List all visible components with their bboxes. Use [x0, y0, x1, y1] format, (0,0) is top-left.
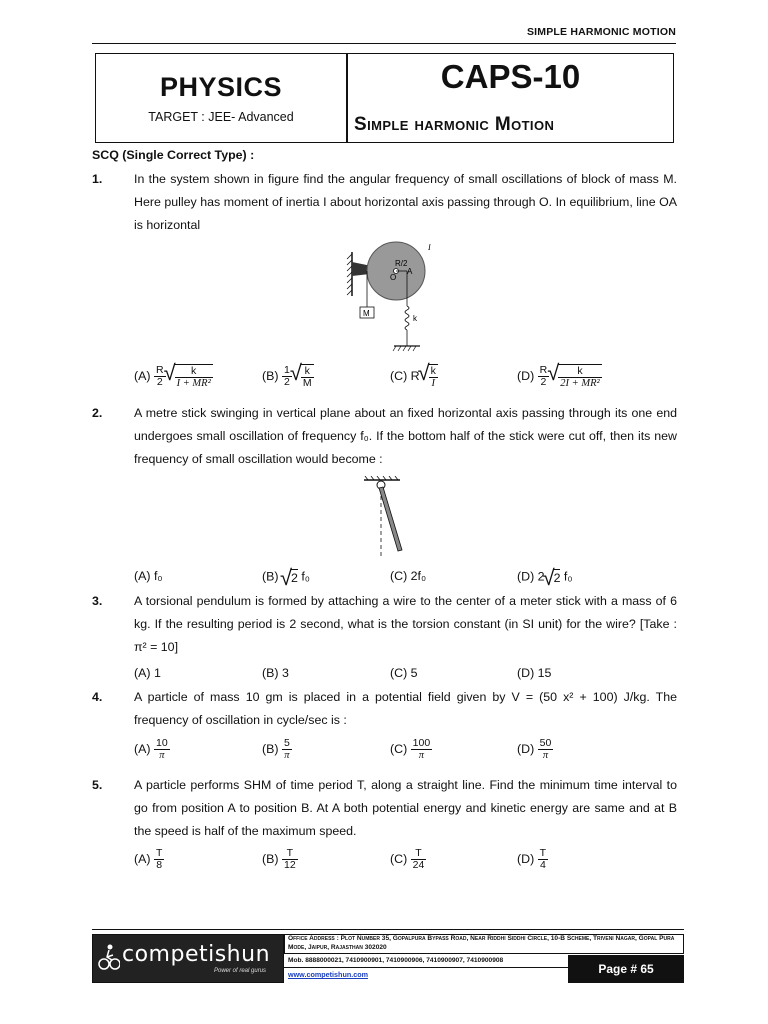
option-d[interactable]: (D) $\frac{T}{4}$: [517, 847, 547, 871]
option-d[interactable]: (D) 2√ 2 f₀: [517, 569, 573, 585]
question-number: 4.: [92, 690, 103, 704]
label-o: O: [390, 273, 397, 282]
option-d[interactable]: (D) $\frac{R}{2}$ √ $\frac{k}{\text{2I + MR²}}$: [517, 364, 602, 389]
target-label: TARGET : JEE- Advanced: [148, 110, 294, 124]
question-number: 1.: [92, 172, 103, 186]
office-address: Office Address : Plot Number 35, Gopalpura Bypass Road, Near Riddhi Siddhi Circle, 10-B Scheme, Triveni Nagar, Gopal Pura Mode, Jaipur, Rajasthan 302020: [288, 935, 675, 951]
question-number: 2.: [92, 406, 103, 420]
option-d[interactable]: (D) $\frac{50}{\pi}$: [517, 737, 552, 761]
question-text: A particle performs SHM of time period T, along a straight line. Find the minimum time interval to go from position A to position B. At A both potential energy and kinetic energy are same and at B the speed is half of the maximum speed.: [134, 778, 677, 838]
option-a[interactable]: (A) $\frac{10}{\pi}$: [134, 737, 168, 761]
question-text: A metre stick swinging in vertical plane about an fixed horizontal axis passing through its one end undergoes small oscillation of frequency f₀. If the bottom half of the stick were cut off, then its new frequency of small oscillation would become :: [134, 406, 677, 466]
option-a[interactable]: (A) 1: [134, 666, 161, 680]
header-rule: [92, 43, 676, 44]
option-d[interactable]: (D) 15: [517, 666, 552, 680]
page-number: Page # 65: [598, 962, 654, 976]
question-number: 3.: [92, 594, 103, 608]
option-b[interactable]: (B) $\frac{5}{\pi}$: [262, 737, 290, 761]
option-c[interactable]: (C) 5: [390, 666, 418, 680]
label-m: M: [363, 309, 370, 318]
option-a[interactable]: (A) $\frac{T}{8}$: [134, 847, 163, 871]
label-r2: R/2: [395, 259, 408, 268]
option-b[interactable]: (B) $\frac{T}{12}$: [262, 847, 296, 871]
question-text: A torsional pendulum is formed by attaching a wire to the center of a meter stick with a mass of 6 kg. If the resulting period is 2 second, what is the torsion constant (in SI unit) for the wire? [Take : π² = 10]: [134, 594, 677, 654]
logo-wordmark: competishun: [122, 942, 271, 967]
metre-stick-figure: [360, 476, 410, 558]
subject-title: PHYSICS: [159, 72, 283, 102]
option-b[interactable]: (B) 3: [262, 666, 289, 680]
section-label: SCQ (Single Correct Type) :: [92, 148, 255, 162]
option-b[interactable]: (B) $\frac{1}{2}$ √ $\frac{k}{M}$: [262, 364, 314, 389]
option-a[interactable]: (A) f₀: [134, 569, 163, 583]
mobile-numbers: Mob. 8888000021, 7410900901, 7410900906, 7410900907, 7410900908: [288, 957, 504, 964]
option-c[interactable]: (C) 2f₀: [390, 569, 427, 583]
cyclist-icon: [98, 942, 120, 972]
label-i: I: [428, 243, 431, 252]
option-c[interactable]: (C) $\frac{T}{24}$: [390, 847, 425, 871]
footer-rule: [92, 929, 684, 930]
running-header: SIMPLE HARMONIC MOTION: [526, 26, 676, 38]
footer-divider: [284, 967, 568, 968]
logo-tagline: Power of real gurus: [214, 968, 267, 974]
chapter-title: Simple harmonic Motion: [354, 114, 555, 135]
question-text: In the system shown in figure find the angular frequency of small oscillations of block of mass M. Here pulley has moment of inertia I about horizontal axis passing through O. In equilibrium, line OA is horizontal: [134, 172, 677, 232]
website-link[interactable]: www.competishun.com: [288, 970, 369, 979]
label-k: k: [413, 314, 417, 323]
worksheet-code: CAPS-10: [440, 58, 581, 95]
question-text: A particle of mass 10 gm is placed in a potential field given by V = (50 x² + 100) J/kg. The frequency of oscillation in cycle/sec is :: [134, 690, 677, 727]
pulley-spring-figure: [340, 240, 440, 355]
option-a[interactable]: (A) $\frac{R}{2}$ √ $\frac{k}{\text{I + MR²}}$: [134, 364, 213, 389]
option-c[interactable]: (C) $\frac{100}{\pi}$: [390, 737, 431, 761]
question-number: 5.: [92, 778, 103, 792]
option-c[interactable]: (C) R √ $\frac{k}{I}$: [390, 364, 438, 389]
option-b[interactable]: (B) √ 2 f₀: [262, 569, 310, 585]
label-a: A: [407, 267, 413, 276]
